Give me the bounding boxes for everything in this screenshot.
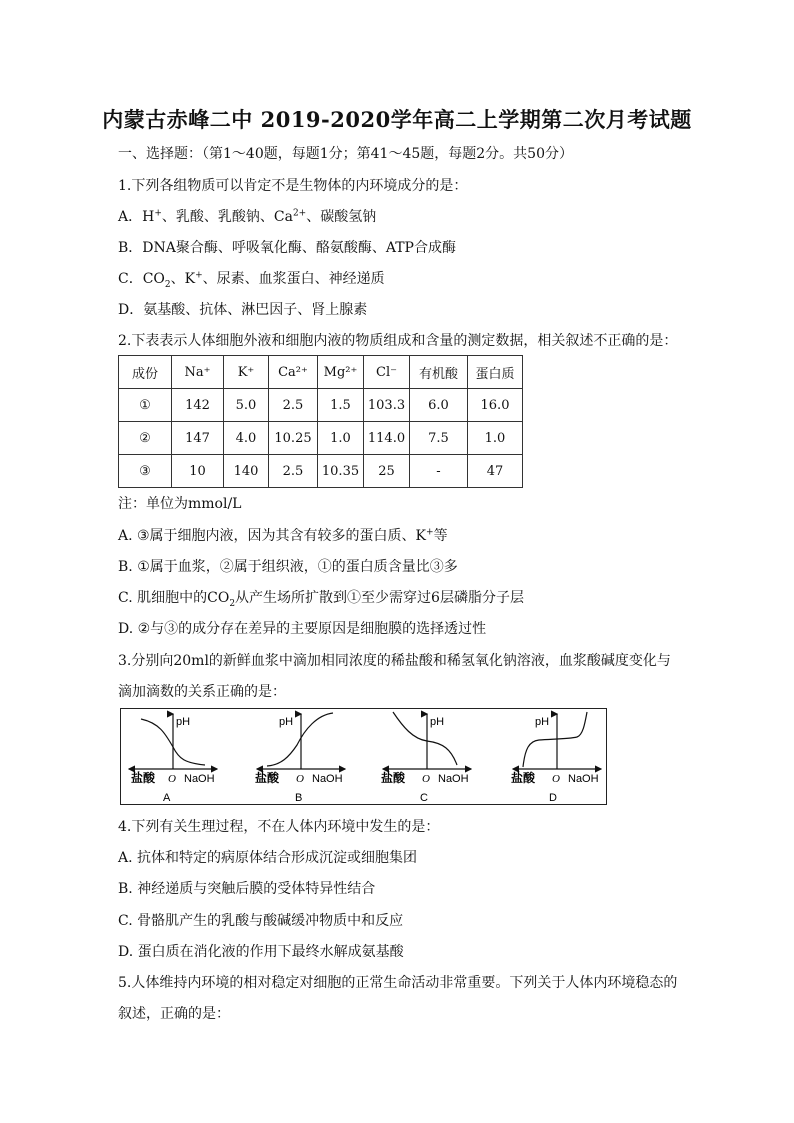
- graph-b-right-label: NaOH: [312, 773, 343, 785]
- q2-option-a: A. ③属于细胞内液，因为其含有较多的蛋白质、K+等: [118, 527, 448, 544]
- q3-stem-line2: 滴加滴数的关系正确的是：: [118, 684, 286, 700]
- graph-a-origin: O: [168, 773, 176, 785]
- q2-stem: 2.下表表示人体细胞外液和细胞内液的物质组成和含量的测定数据，相关叙述不正确的是：: [118, 333, 678, 349]
- graph-b-left-label: 盐酸: [255, 771, 280, 785]
- table-cell: 6.0: [410, 389, 468, 422]
- composition-table: [118, 355, 523, 488]
- graph-b: [255, 713, 345, 804]
- graph-b-letter: B: [295, 792, 303, 804]
- table-cell: 10.35: [318, 455, 364, 488]
- table-row: [119, 389, 523, 422]
- table-cell: 140: [224, 455, 269, 488]
- q1-option-a: A．H+、乳酸、乳酸钠、$Ca^{2+}$、碳酸氢钠: [118, 208, 377, 225]
- table-cell: 7.5: [410, 422, 468, 455]
- graph-b-ylabel: pH: [279, 716, 294, 728]
- graph-d-left-label: 盐酸: [511, 771, 536, 785]
- graph-d-right-label: NaOH: [568, 773, 599, 785]
- q4-option-d: D. 蛋白质在消化液的作用下最终水解成氨基酸: [118, 944, 404, 960]
- q5-stem-line1: 5.人体维持内环境的相对稳定对细胞的正常生命活动非常重要。下列关于人体内环境稳态的: [118, 975, 678, 991]
- table-header-cell: Cl⁻: [364, 356, 410, 389]
- table-cell: 114.0: [364, 422, 410, 455]
- q3-stem-line1: 3.分别向20ml的新鲜血浆中滴加相同浓度的稀盐酸和稀氢氧化钠溶液，血浆酸碱度变化与: [118, 653, 671, 669]
- table-header-cell: Ca²⁺: [269, 356, 318, 389]
- table-cell: -: [410, 455, 468, 488]
- q4-option-a: A. 抗体和特定的病原体结合形成沉淀或细胞集团: [118, 850, 418, 866]
- table-cell: 147: [172, 422, 224, 455]
- q2-note: 注：单位为mmol/L: [118, 496, 242, 512]
- q4-option-c: C. 骨骼肌产生的乳酸与酸碱缓冲物质中和反应: [118, 913, 404, 929]
- table-cell: 5.0: [224, 389, 269, 422]
- table-cell: 4.0: [224, 422, 269, 455]
- table-row: [119, 455, 523, 488]
- q1-option-b: B．DNA聚合酶、呼吸氧化酶、酪氨酸酶、ATP合成酶: [118, 240, 456, 256]
- table-cell: ②: [119, 422, 172, 455]
- page-title: 内蒙古赤峰二中 2019-2020学年高二上学期第二次月考试题: [102, 107, 692, 132]
- table-cell: 10: [172, 455, 224, 488]
- table-cell: 1.0: [318, 422, 364, 455]
- table-header-cell: K⁺: [224, 356, 269, 389]
- q2-option-c: C. 肌细胞中的$CO_2$从产生场所扩散到①至少需穿过6层磷脂分子层: [118, 590, 524, 609]
- table-cell: 2.5: [269, 455, 318, 488]
- q1-option-c: C．$CO_2$、K+、尿素、血浆蛋白、神经递质: [118, 270, 385, 290]
- graph-c: [381, 712, 471, 804]
- table-cell: 25: [364, 455, 410, 488]
- table-cell: 2.5: [269, 389, 318, 422]
- table-header-cell: 有机酸: [410, 356, 468, 389]
- table-cell: ①: [119, 389, 172, 422]
- q2-option-b: B. ①属于血浆，②属于组织液，①的蛋白质含量比③多: [118, 559, 458, 575]
- graph-c-ylabel: pH: [430, 716, 445, 728]
- table-cell: 47: [468, 455, 523, 488]
- ph-graphs-figure: [120, 708, 607, 805]
- table-cell: 103.3: [364, 389, 410, 422]
- graph-b-curve: [267, 713, 333, 766]
- ph-graphs-svg: [121, 709, 608, 806]
- graph-a-ylabel: pH: [176, 716, 191, 728]
- table-cell: 10.25: [269, 422, 318, 455]
- table-cell: ③: [119, 455, 172, 488]
- q5-stem-line2: 叙述，正确的是：: [118, 1006, 230, 1022]
- graph-c-left-label: 盐酸: [381, 771, 406, 785]
- graph-d-origin: O: [552, 773, 560, 785]
- table-header-cell: 成份: [119, 356, 172, 389]
- q1-stem: 1.下列各组物质可以肯定不是生物体的内环境成分的是：: [118, 178, 468, 194]
- graph-c-right-label: NaOH: [438, 773, 469, 785]
- table-cell: 1.5: [318, 389, 364, 422]
- q4-option-b: B. 神经递质与突触后膜的受体特异性结合: [118, 881, 376, 897]
- graph-b-origin: O: [296, 773, 304, 785]
- q4-stem: 4.下列有关生理过程，不在人体内环境中发生的是：: [118, 819, 440, 835]
- table-cell: 1.0: [468, 422, 523, 455]
- table-cell: 16.0: [468, 389, 523, 422]
- graph-c-origin: O: [422, 773, 430, 785]
- graph-c-curve: [393, 712, 457, 765]
- graph-d-ylabel: pH: [535, 716, 550, 728]
- graph-d-curve: [523, 712, 587, 767]
- q1-option-d: D．氨基酸、抗体、淋巴因子、肾上腺素: [118, 302, 368, 318]
- table-header-cell: Mg²⁺: [318, 356, 364, 389]
- graph-a: [129, 714, 217, 804]
- table-header-cell: Na⁺: [172, 356, 224, 389]
- graph-d: [511, 712, 601, 804]
- table-row: [119, 422, 523, 455]
- table-cell: 142: [172, 389, 224, 422]
- table-header-row: [119, 356, 523, 389]
- table-header-cell: 蛋白质: [468, 356, 523, 389]
- q2-option-d: D. ②与③的成分存在差异的主要原因是细胞膜的选择透过性: [118, 621, 487, 637]
- graph-a-left-label: 盐酸: [131, 771, 156, 785]
- graph-d-letter: D: [549, 792, 557, 804]
- graph-a-letter: A: [163, 792, 171, 804]
- section-heading: 一、选择题：（第1～40题，每题1分；第41～45题，每题2分。共50分）: [118, 146, 573, 162]
- graph-a-right-label: NaOH: [184, 773, 215, 785]
- graph-c-letter: C: [420, 792, 428, 804]
